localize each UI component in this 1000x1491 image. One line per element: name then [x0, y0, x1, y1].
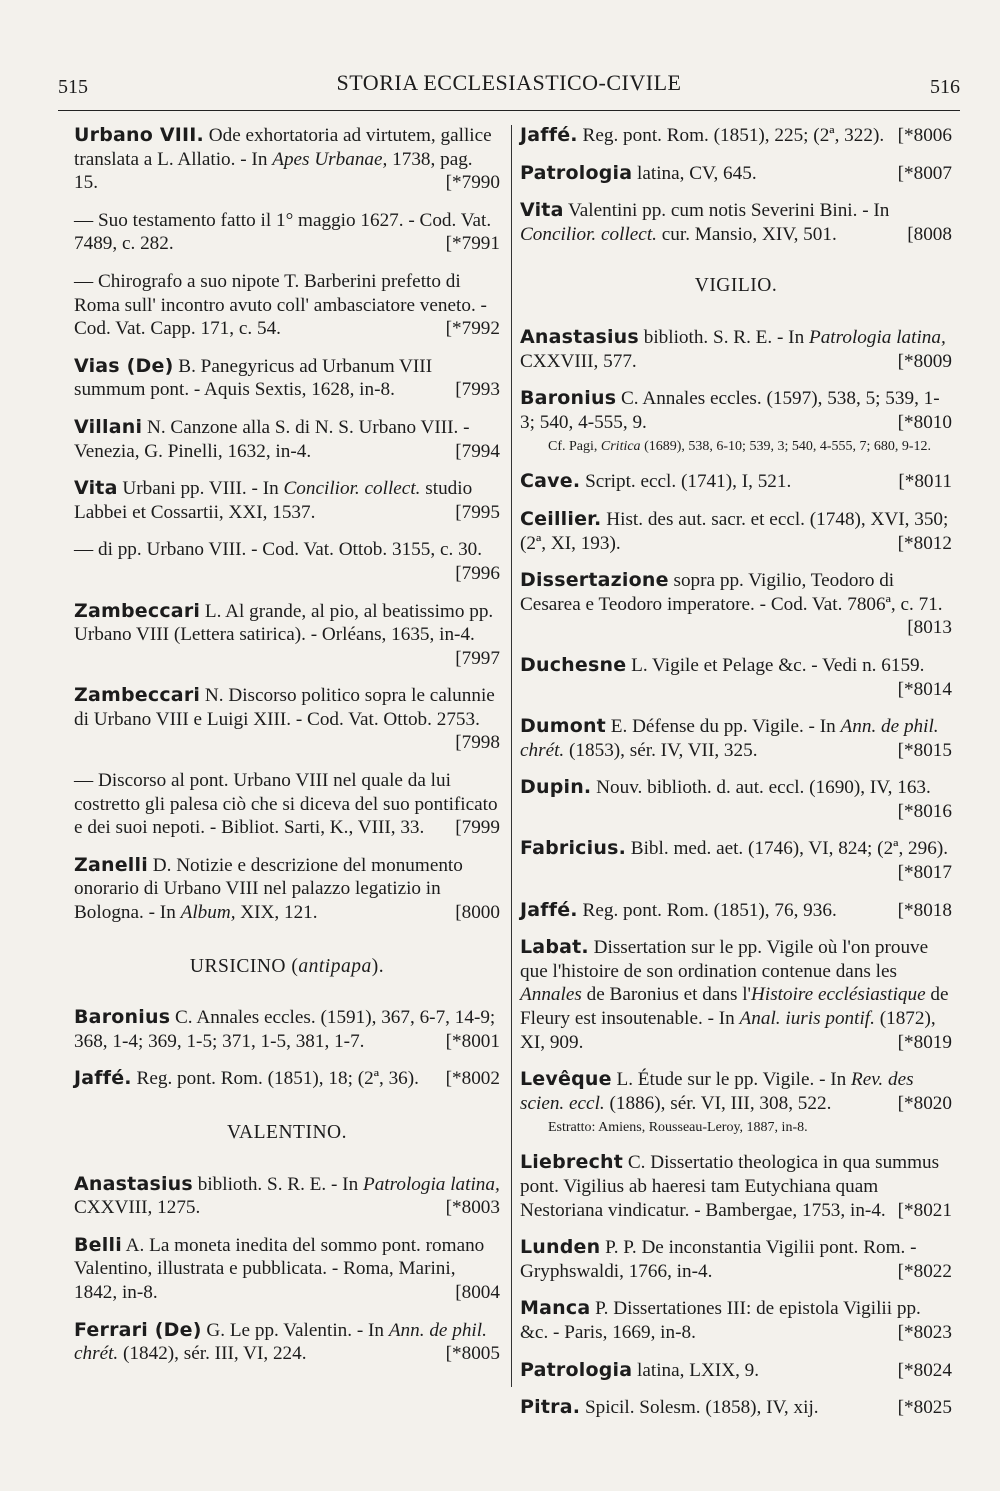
note-text: (1689), 538, 6-10; 539, 3; 540, 4-555, 7; 680, 9-12.	[640, 439, 932, 455]
bib-entry	[74, 477, 500, 524]
section-heading: VALENTINO.	[226, 1122, 347, 1143]
entry-author: Dissertazione	[520, 569, 669, 592]
entry-number: [7994	[455, 440, 500, 462]
entry-text: cur. Mansio, XIV, 501.	[656, 223, 837, 245]
entry-author: Zanelli	[74, 853, 148, 876]
entry-number: [*8020	[897, 1092, 952, 1114]
entry-author: Duchesne	[520, 653, 627, 676]
entry-author: Jaffé.	[74, 1067, 132, 1090]
entry-text: (1886), sér. VI, III, 308, 522.	[604, 1092, 832, 1114]
entry-text: L. Vigile et Pelage &c. - Vedi n. 6159.	[626, 654, 925, 676]
entry-text: C. Annales eccles. (1597), 538, 5; 539, 1-3; 540, 4-555, 9.	[520, 388, 940, 433]
entry-text: latina, CV, 645.	[632, 162, 757, 184]
entry-text: N. Discorso politico sopra le calunnie di Urbano VIII e Luigi XIII. - Cod. Vat. Ottob. 2753.	[74, 685, 495, 730]
entry-text: biblioth. S. R. E. - In	[638, 326, 809, 348]
entry-number: [*8006	[897, 125, 952, 146]
entry-italic: Patrologia latina,	[362, 1173, 500, 1195]
bib-entry	[520, 715, 952, 762]
entry-text: XIX, 121.	[235, 902, 318, 924]
bib-entry	[520, 1068, 952, 1137]
entry-italic: Rev. des scien. eccl.	[520, 1069, 914, 1114]
entry-text: Ode exhortatoria ad virtutem, gallice translata a L. Allatio. - In	[74, 125, 492, 170]
entry-text: L. Étude sur le pp. Vigile. - In	[611, 1069, 852, 1091]
entry-number: [7997	[455, 647, 500, 669]
bib-entry	[520, 776, 952, 823]
note-italic: Critica	[600, 439, 641, 455]
entry-italic: Annales	[520, 984, 582, 1006]
entry-number: [*8010	[897, 411, 952, 433]
entry-italic: Patrologia latina,	[808, 326, 946, 348]
bib-entry	[520, 837, 952, 884]
entry-text: biblioth. S. R. E. - In	[192, 1173, 363, 1195]
entry-number: [8004	[455, 1281, 500, 1303]
entry-number: [*8024	[897, 1359, 952, 1381]
entry-text: Hist. des aut. sacr. et eccl. (1748), XVI, 350; (2ª, XI, 193).	[520, 508, 949, 554]
page-number-left: 515	[58, 76, 88, 98]
entry-author: Villani	[74, 415, 143, 438]
entry-author: Liebrecht	[520, 1151, 624, 1174]
entry-number: [*8001	[445, 1030, 500, 1052]
bib-entry	[74, 270, 500, 341]
entry-italic: Histoire ecclésiastique	[751, 984, 926, 1006]
entry-text: Reg. pont. Rom. (1851), 76, 936.	[577, 899, 837, 921]
bib-entry	[520, 124, 952, 148]
entry-text: N. Canzone alla S. di N. S. Urbano VIII. - Venezia, G. Pinelli, 1632, in-4.	[74, 416, 470, 462]
entry-author: Dupin.	[520, 776, 592, 799]
bib-entry	[520, 1236, 952, 1283]
entry-text: — Suo testamento fatto il 1° maggio 1627. - Cod. Vat. 7489, c. 282.	[74, 209, 492, 255]
entry-author: Baronius	[74, 1006, 171, 1029]
entry-text: E. Défense du pp. Vigile. - In	[605, 716, 841, 738]
entry-italic: Ann. de phil. chrét.	[520, 716, 939, 761]
bib-entry	[520, 162, 952, 186]
entry-text: Dissertation sur le pp. Vigile où l'on prouve que l'histoire de son ordination contenue dans les	[520, 937, 929, 982]
bib-entry	[74, 769, 500, 840]
entry-italic: Anal. iuris pontif.	[739, 1008, 875, 1030]
entry-number: [*8015	[897, 739, 952, 761]
entry-number: [7995	[455, 501, 500, 523]
entry-text: latina, LXIX, 9.	[632, 1359, 760, 1381]
bib-entry	[520, 899, 952, 923]
entry-text: studio Labbei et Cossartii, XXI, 1537.	[74, 478, 473, 523]
entry-text: (1842), sér. III, VI, 224.	[118, 1343, 307, 1365]
entry-author: Pitra.	[520, 1396, 581, 1419]
entry-author: Patrologia	[520, 1358, 633, 1381]
entry-note	[548, 438, 952, 456]
entry-number: [*8002	[445, 1068, 500, 1090]
entry-text: Nouv. biblioth. d. aut. eccl. (1690), IV, 163.	[591, 777, 931, 799]
section-italic: antipapa	[298, 955, 372, 977]
bib-entry	[520, 1396, 952, 1420]
entry-text: A. La moneta inedita del sommo pont. romano Valentino, illustrata e pubblicata. - Roma, Marini, 1842, in-8.	[74, 1234, 485, 1303]
bib-entry	[74, 355, 500, 402]
entry-text: Urbani pp. VIII. - In	[117, 478, 284, 500]
right-column	[520, 124, 952, 1434]
bib-entry	[74, 684, 500, 755]
bib-entry	[520, 1297, 952, 1344]
bib-entry	[520, 1151, 952, 1222]
entry-number: [*8021	[897, 1199, 952, 1221]
entry-author: Cave.	[520, 470, 581, 493]
bib-entry	[520, 387, 952, 456]
entry-author: Vita	[74, 477, 118, 500]
entry-author: Anastasius	[520, 325, 639, 348]
entry-author: Vita	[520, 199, 564, 222]
section-heading: VIGILIO.	[694, 275, 778, 297]
bib-entry	[520, 1359, 952, 1383]
entry-author: Patrologia	[520, 161, 633, 184]
page-header	[58, 62, 960, 102]
entry-number: [7998	[455, 732, 500, 754]
bib-entry	[74, 854, 500, 925]
bib-entry	[520, 199, 952, 246]
bib-entry	[74, 209, 500, 256]
entry-author: Manca	[520, 1297, 591, 1320]
entry-italic: Concilior. collect.	[520, 223, 657, 245]
header-rule	[58, 110, 960, 111]
entry-number: [*8011	[898, 471, 952, 493]
entry-number: [7996	[455, 562, 500, 584]
bib-entry	[520, 326, 952, 373]
entry-text: G. Le pp. Valentin. - In	[201, 1319, 389, 1341]
entry-author: Dumont	[520, 715, 606, 738]
entry-author: Jaffé.	[520, 898, 578, 921]
left-column	[74, 124, 500, 1380]
entry-number: [7993	[455, 379, 500, 401]
entry-text: D. Notizie e descrizione del monumento onorario di Urbano VIII nel palazzo legatizio in Bologna. - In	[74, 854, 463, 924]
bib-entry	[520, 569, 952, 640]
entry-number: [*7990	[445, 172, 500, 194]
entry-author: Zambeccari	[74, 684, 201, 707]
entry-text: 1738, pag. 15.	[74, 148, 473, 194]
bib-entry	[520, 508, 952, 555]
bib-entry	[74, 124, 500, 195]
bib-entry	[74, 1234, 500, 1305]
page-number-right: 516	[930, 76, 960, 98]
bib-entry	[74, 538, 500, 585]
entry-italic: Concilior. collect.	[283, 478, 421, 500]
entry-number: [*8009	[897, 350, 952, 372]
entry-number: [*8003	[445, 1197, 500, 1219]
entry-number: [7999	[455, 817, 500, 839]
entry-number: [*8019	[897, 1031, 952, 1053]
entry-number: [*8012	[897, 532, 952, 554]
entry-author: Fabricius.	[520, 837, 626, 860]
entry-text: C. Annales eccles. (1591), 367, 6-7, 14-9; 368, 1-4; 369, 1-5; 371, 1-5, 381, 1-7.	[74, 1007, 496, 1052]
entry-number: [*8005	[445, 1343, 500, 1365]
entry-text: Valentini pp. cum notis Severini Bini. - In	[563, 200, 890, 222]
section-text: URSICINO (	[189, 955, 299, 977]
entry-text: P. Dissertationes III: de epistola Vigilii pp. &c. - Paris, 1669, in-8.	[520, 1298, 921, 1343]
entry-italic: Album,	[180, 902, 236, 924]
entry-text: de Baronius et dans l'	[581, 984, 752, 1006]
note-text: Cf. Pagi,	[548, 439, 601, 455]
bib-entry	[520, 654, 952, 701]
entry-author: Ferrari (De)	[74, 1318, 202, 1341]
entry-text: de Fleury est insoutenable. - In	[520, 984, 949, 1030]
entry-text: Spicil. Solesm. (1858), IV, xij.	[580, 1397, 819, 1419]
entry-author: Anastasius	[74, 1172, 193, 1195]
entry-italic: Ann. de phil. chrét.	[74, 1319, 487, 1365]
entry-text: (1872), XI, 909.	[520, 1008, 936, 1053]
bib-entry	[74, 1319, 500, 1366]
bib-entry	[74, 1067, 500, 1091]
bib-entry	[74, 1173, 500, 1220]
entry-text: Bibl. med. aet. (1746), VI, 824; (2ª, 296).	[626, 838, 949, 860]
entry-number: [*7991	[445, 233, 500, 255]
bib-entry	[520, 470, 952, 494]
entry-text: Reg. pont. Rom. (1851), 18; (2ª, 36).	[131, 1068, 419, 1090]
entry-author: Lunden	[520, 1236, 601, 1259]
entry-author: Ceillier.	[520, 507, 602, 530]
entry-author: Urbano VIII.	[74, 124, 204, 146]
entry-author: Zambeccari	[74, 599, 201, 622]
entry-text: (1853), sér. IV, VII, 325.	[564, 739, 758, 761]
entry-number: [*8022	[897, 1260, 952, 1282]
section-heading	[74, 955, 500, 979]
running-title: STORIA ECCLESIASTICO-CIVILE	[336, 70, 682, 95]
section-text: ).	[371, 955, 385, 977]
entry-number: [*8023	[897, 1321, 952, 1343]
bib-entry	[74, 416, 500, 463]
entry-author: Belli	[74, 1233, 122, 1256]
entry-author: Labat.	[520, 936, 589, 959]
entry-number: [8008	[907, 223, 952, 245]
entry-number: [*8017	[897, 862, 952, 884]
entry-number: [*7992	[445, 318, 500, 340]
entry-author: Baronius	[520, 387, 617, 410]
entry-text: — Discorso al pont. Urbano VIII nel quale da lui costretto gli palesa ciò che si diceva del suo pontificato e dei suoi nepoti. - Bibliot. Sarti, K., VIII, 33.	[74, 770, 498, 839]
entry-number: [*8018	[897, 899, 952, 921]
entry-text: P. P. De inconstantia Vigilii pont. Rom. - Gryphswaldi, 1766, in-4.	[520, 1237, 917, 1282]
entry-number: [*8016	[897, 800, 952, 822]
entry-text: — Chirografo a suo nipote T. Barberini prefetto di Roma sull' incontro avuto coll' ambasciatore veneto. - Cod. Vat. Capp. 171, c. 54.	[74, 270, 487, 340]
entry-author: Levêque	[520, 1068, 612, 1091]
entry-note: Estratto: Amiens, Rousseau-Leroy, 1887, in-8.	[548, 1120, 808, 1136]
entry-italic: Apes Urbanae,	[272, 148, 388, 170]
entry-number: [8000	[455, 902, 500, 924]
bib-entry	[520, 936, 952, 1054]
entry-text: CXXVIII, 1275.	[74, 1197, 201, 1219]
entry-text: L. Al grande, al pio, al beatissimo pp. Urbano VIII (Lettera satirica). - Orléans, 1635, in-4.	[74, 600, 494, 646]
entry-number: [8013	[907, 617, 952, 639]
column-divider	[511, 125, 512, 1387]
entry-number: [*8014	[897, 678, 952, 700]
entry-number: [*8007	[897, 162, 952, 184]
bib-entry	[74, 600, 500, 671]
bib-entry	[74, 1006, 500, 1053]
entry-text: sopra pp. Vigilio, Teodoro di Cesarea e Teodoro imperatore. - Cod. Vat. 7806ª, c. 71.	[520, 570, 943, 615]
entry-number: [*8025	[897, 1397, 952, 1419]
entry-text: Script. eccl. (1741), I, 521.	[580, 471, 792, 493]
entry-text: Reg. pont. Rom. (1851), 225; (2ª, 322).	[577, 125, 885, 146]
entry-author: Vias (De)	[74, 354, 174, 377]
entry-author: Jaffé.	[520, 124, 578, 146]
entry-text: CXXVIII, 577.	[520, 350, 637, 372]
entry-text: B. Panegyricus ad Urbanum VIII summum pont. - Aquis Sextis, 1628, in-8.	[74, 355, 433, 401]
entry-text: — di pp. Urbano VIII. - Cod. Vat. Ottob. 3155, c. 30.	[74, 539, 483, 561]
entry-text: C. Dissertatio theologica in qua summus pont. Vigilius ab haeresi tam Eutychiana quam Nestoriana vindicatur. - Bambergae, 1753, in-4.	[520, 1152, 940, 1221]
